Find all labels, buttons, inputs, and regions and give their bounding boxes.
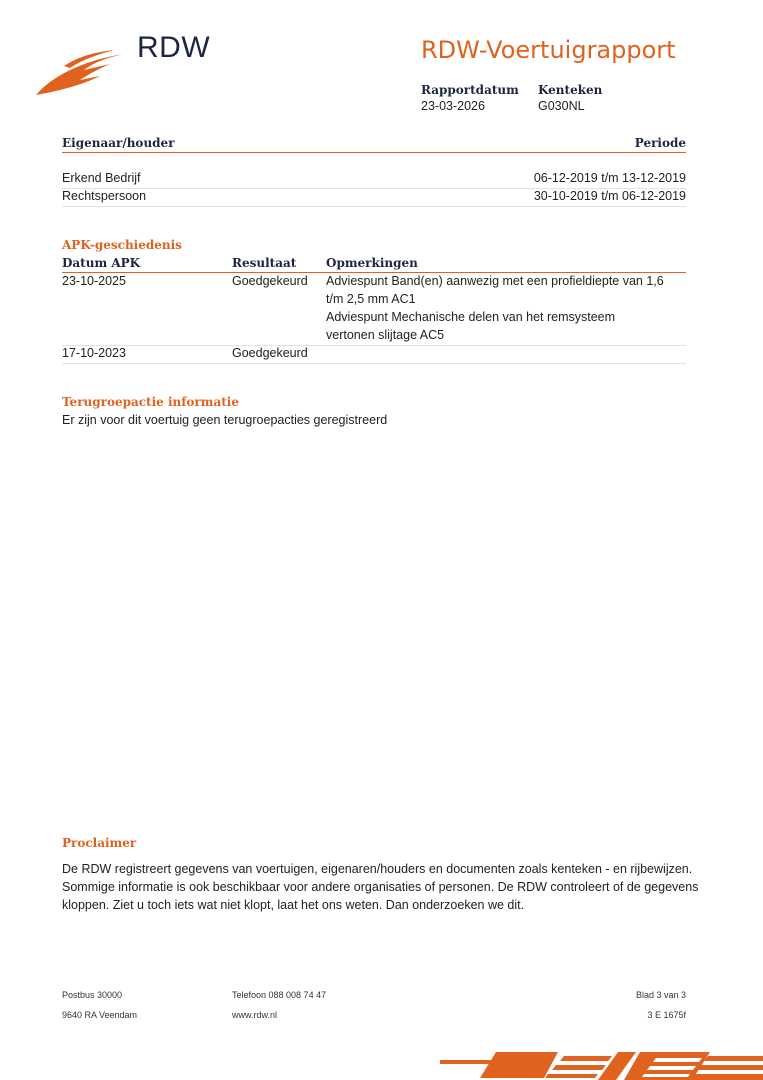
apk-result-column-header: Resultaat xyxy=(232,256,297,270)
row-divider xyxy=(62,345,686,346)
disclaimer-title: Proclaimer xyxy=(62,836,137,850)
apk-date: 23-10-2025 xyxy=(62,274,126,288)
footer-address-line1: Postbus 30000 xyxy=(62,990,123,1000)
recall-section-title: Terugroepactie informatie xyxy=(62,395,239,409)
footer-phone: Telefoon 088 008 74 47 xyxy=(232,990,327,1000)
period-column-header: Periode xyxy=(634,136,686,150)
owner-name: Rechtspersoon xyxy=(62,189,147,203)
footer-page-number: Blad 3 van 3 xyxy=(635,990,686,1000)
footer-document-code: 3 E 1675f xyxy=(647,1010,686,1020)
owner-period: 06-12-2019 t/m 13-12-2019 xyxy=(533,171,686,185)
owners-header-rule xyxy=(62,152,686,153)
plate-label: Kenteken xyxy=(538,83,603,97)
apk-remark: Adviespunt Band(en) aanwezig met een profieldiepte van 1,6 t/m 2,5 mm AC1 xyxy=(326,274,664,306)
rdw-wing-logo-icon xyxy=(34,46,126,96)
owner-column-header: Eigenaar/houder xyxy=(62,136,175,150)
apk-date-column-header: Datum APK xyxy=(62,256,141,270)
disclaimer-text: De RDW registreert gegevens van voertuigen, eigenaren/houders en documenten zoals kenteken - en rijbewijzen. Sommige informatie is ook beschikbaar voor andere organisaties of personen. De RDW controleert of de gegevens kloppen. Ziet u toch iets wat niet klopt, laat het ons weten. Dan onderzoeken we dit. xyxy=(62,862,699,912)
report-date: 23-03-2026 xyxy=(421,99,485,113)
apk-result: Goedgekeurd xyxy=(232,274,308,288)
apk-date: 17-10-2023 xyxy=(62,346,126,360)
apk-remarks-column-header: Opmerkingen xyxy=(326,256,418,270)
row-divider xyxy=(62,206,686,207)
apk-result: Goedgekeurd xyxy=(232,346,308,360)
orange-stripes-icon xyxy=(440,1050,763,1080)
footer-address-line2: 9640 RA Veendam xyxy=(62,1010,138,1020)
report-title: RDW-Voertuigrapport xyxy=(421,36,676,64)
row-divider xyxy=(62,363,686,364)
apk-section-title: APK-geschiedenis xyxy=(62,238,182,252)
owner-name: Erkend Bedrijf xyxy=(62,171,141,185)
apk-remark: Adviespunt Mechanische delen van het remsysteem vertonen slijtage AC5 xyxy=(326,310,616,342)
owner-period: 30-10-2019 t/m 06-12-2019 xyxy=(533,189,686,203)
recall-text: Er zijn voor dit voertuig geen terugroepacties geregistreerd xyxy=(62,413,388,427)
plate: G030NL xyxy=(538,99,585,113)
org-name: RDW xyxy=(137,31,211,64)
footer-website-link[interactable]: www.rdw.nl xyxy=(232,1010,278,1020)
report-date-label: Rapportdatum xyxy=(421,83,519,97)
